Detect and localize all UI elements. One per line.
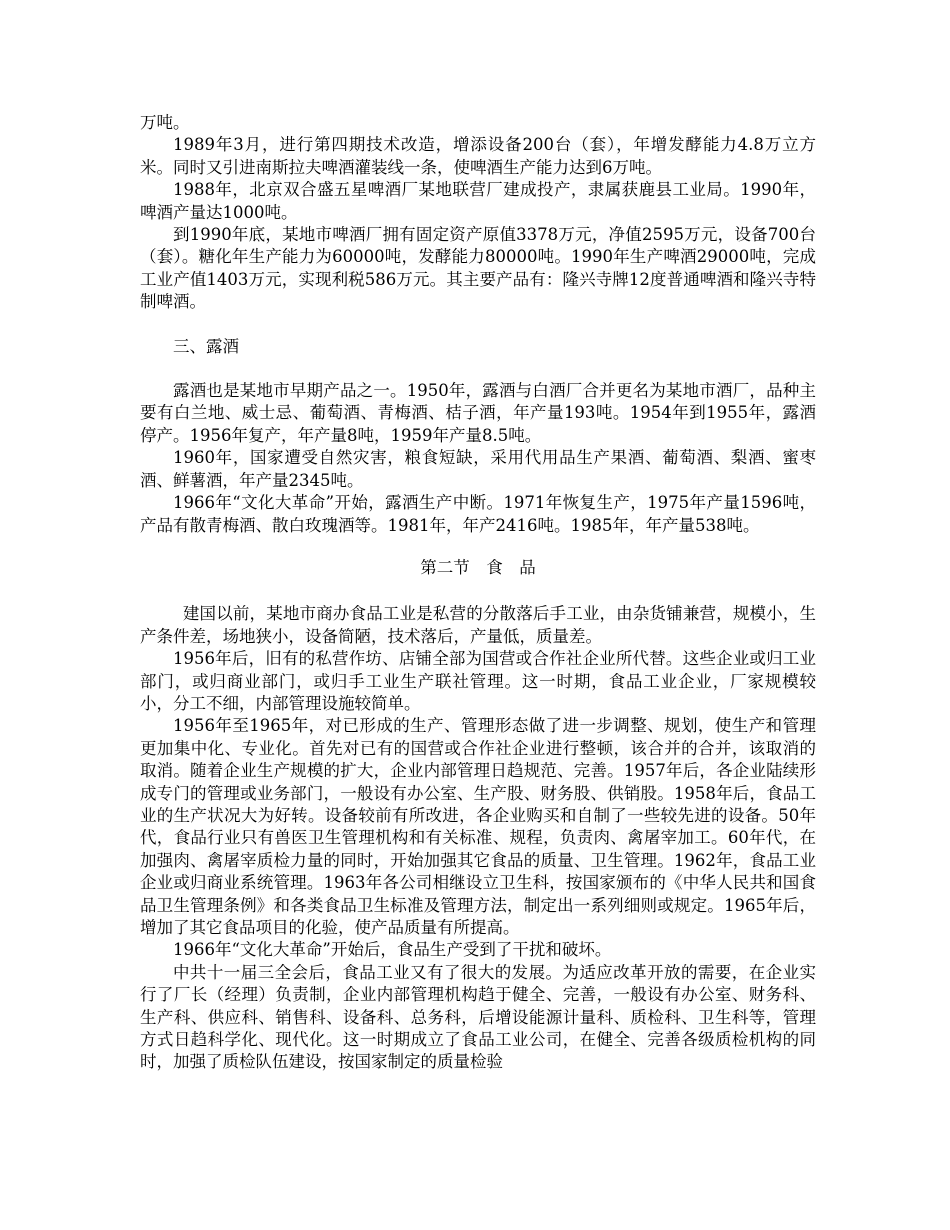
section-title-food: 第二节 食 品 bbox=[420, 557, 536, 577]
paragraph-food-1966: 1966年“文化大革命”开始后，食品生产受到了干扰和破坏。 bbox=[173, 940, 612, 960]
paragraph-continuation: 万吨。 bbox=[140, 113, 190, 132]
paragraph-food-1956: 1956年后，旧有的私营作坊、店铺全部为国营或合作社企业所代替。这些企业或归工业部门，或归商业部门，或归手工业生产联社管理。这一时期，食品工业企业，厂家规模较小，分工不细，内部管理设施较简单。 bbox=[140, 649, 816, 713]
subsection-heading-lujiu: 三、露酒 bbox=[173, 336, 239, 356]
paragraph-beer-1988: 1988年，北京双合盛五星啤酒厂某地联营厂建成投产，隶属获鹿县工业局。1990年，啤酒产量达1000吨。 bbox=[140, 180, 816, 222]
paragraph-lujiu-1960: 1960年，国家遭受自然灾害，粮食短缺，采用代用品生产果酒、葡萄酒、梨酒、蜜枣酒、鲜薯酒，年产量2345吨。 bbox=[140, 448, 816, 490]
paragraph-beer-1989: 1989年3月，进行第四期技术改造，增添设备200台（套），年增发酵能力4.8万立方米。同时又引进南斯拉夫啤酒灌装线一条，使啤酒生产能力达到6万吨。 bbox=[140, 135, 816, 177]
paragraph-food-reform: 中共十一届三全会后，食品工业又有了很大的发展。为适应改革开放的需要，在企业实行了厂长（经理）负责制，企业内部管理机构趋于健全、完善，一般设有办公室、财务科、生产科、供应科、销售科、设备科、总务科，后增设能源计量科、质检科、卫生科等，管理方式日趋科学化、现代化。这一时期成立了食品工业公司，在健全、完善各级质检机构的同时，加强了质检队伍建设，按国家制定的质量检验 bbox=[140, 962, 816, 1072]
paragraph-lujiu-1950: 露酒也是某地市早期产品之一。1950年，露酒与白酒厂合并更名为某地市酒厂，品种主要有白兰地、威士忌、葡萄酒、青梅酒、桔子酒，年产量193吨。1954年到1955年，露酒停产。1956年复产，年产量8吨，1959年产量8.5吨。 bbox=[140, 381, 816, 445]
paragraph-food-1956-1965: 1956年至1965年，对已形成的生产、管理形态做了进一步调整、规划，使生产和管理更加集中化、专业化。首先对已有的国营或合作社企业进行整顿，该合并的合并，该取消的取消。随着企业生产规模的扩大，企业内部管理日趋规范、完善。1957年后，各企业陆续形成专门的管理或业务部门，一般设有办公室、生产股、财务股、供销股。1958年后，食品工业的生产状况大为好转。设备较前有所改进，各企业购买和自制了一些较先进的设备。50年代，食品行业只有兽医卫生管理机构和有关标准、规程，负责肉、禽屠宰加工。60年代，在加强肉、禽屠宰质检力量的同时，开始加强其它食品的质量、卫生管理。1962年，食品工业企业或归商业系统管理。1963年各公司相继设立卫生科，按国家颁布的《中华人民共和国食品卫生管理条例》和各类食品卫生标准及管理方法，制定出一系列细则或规定。1965年后，增加了其它食品项目的化验，使产品质量有所提高。 bbox=[140, 716, 816, 937]
paragraph-food-before-1949: 建国以前，某地市商办食品工业是私营的分散落后手工业，由杂货铺兼营，规模小，生产条件差，场地狭小，设备简陋，技术落后，产量低，质量差。 bbox=[140, 604, 816, 646]
paragraph-beer-1990: 到1990年底，某地市啤酒厂拥有固定资产原值3378万元，净值2595万元，设备700台（套）。糖化年生产能力为60000吨，发酵能力80000吨。1990年生产啤酒29000吨，完成工业产值1403万元，实现利税586万元。其主要产品有：隆兴寺牌12度普通啤酒和隆兴寺特制啤酒。 bbox=[140, 225, 816, 312]
document-page bbox=[140, 112, 816, 1074]
paragraph-lujiu-1966: 1966年“文化大革命”开始，露酒生产中断。1971年恢复生产，1975年产量1596吨，产品有散青梅酒、散白玫瑰酒等。1981年，年产2416吨。1985年，年产量538吨。 bbox=[140, 493, 816, 535]
